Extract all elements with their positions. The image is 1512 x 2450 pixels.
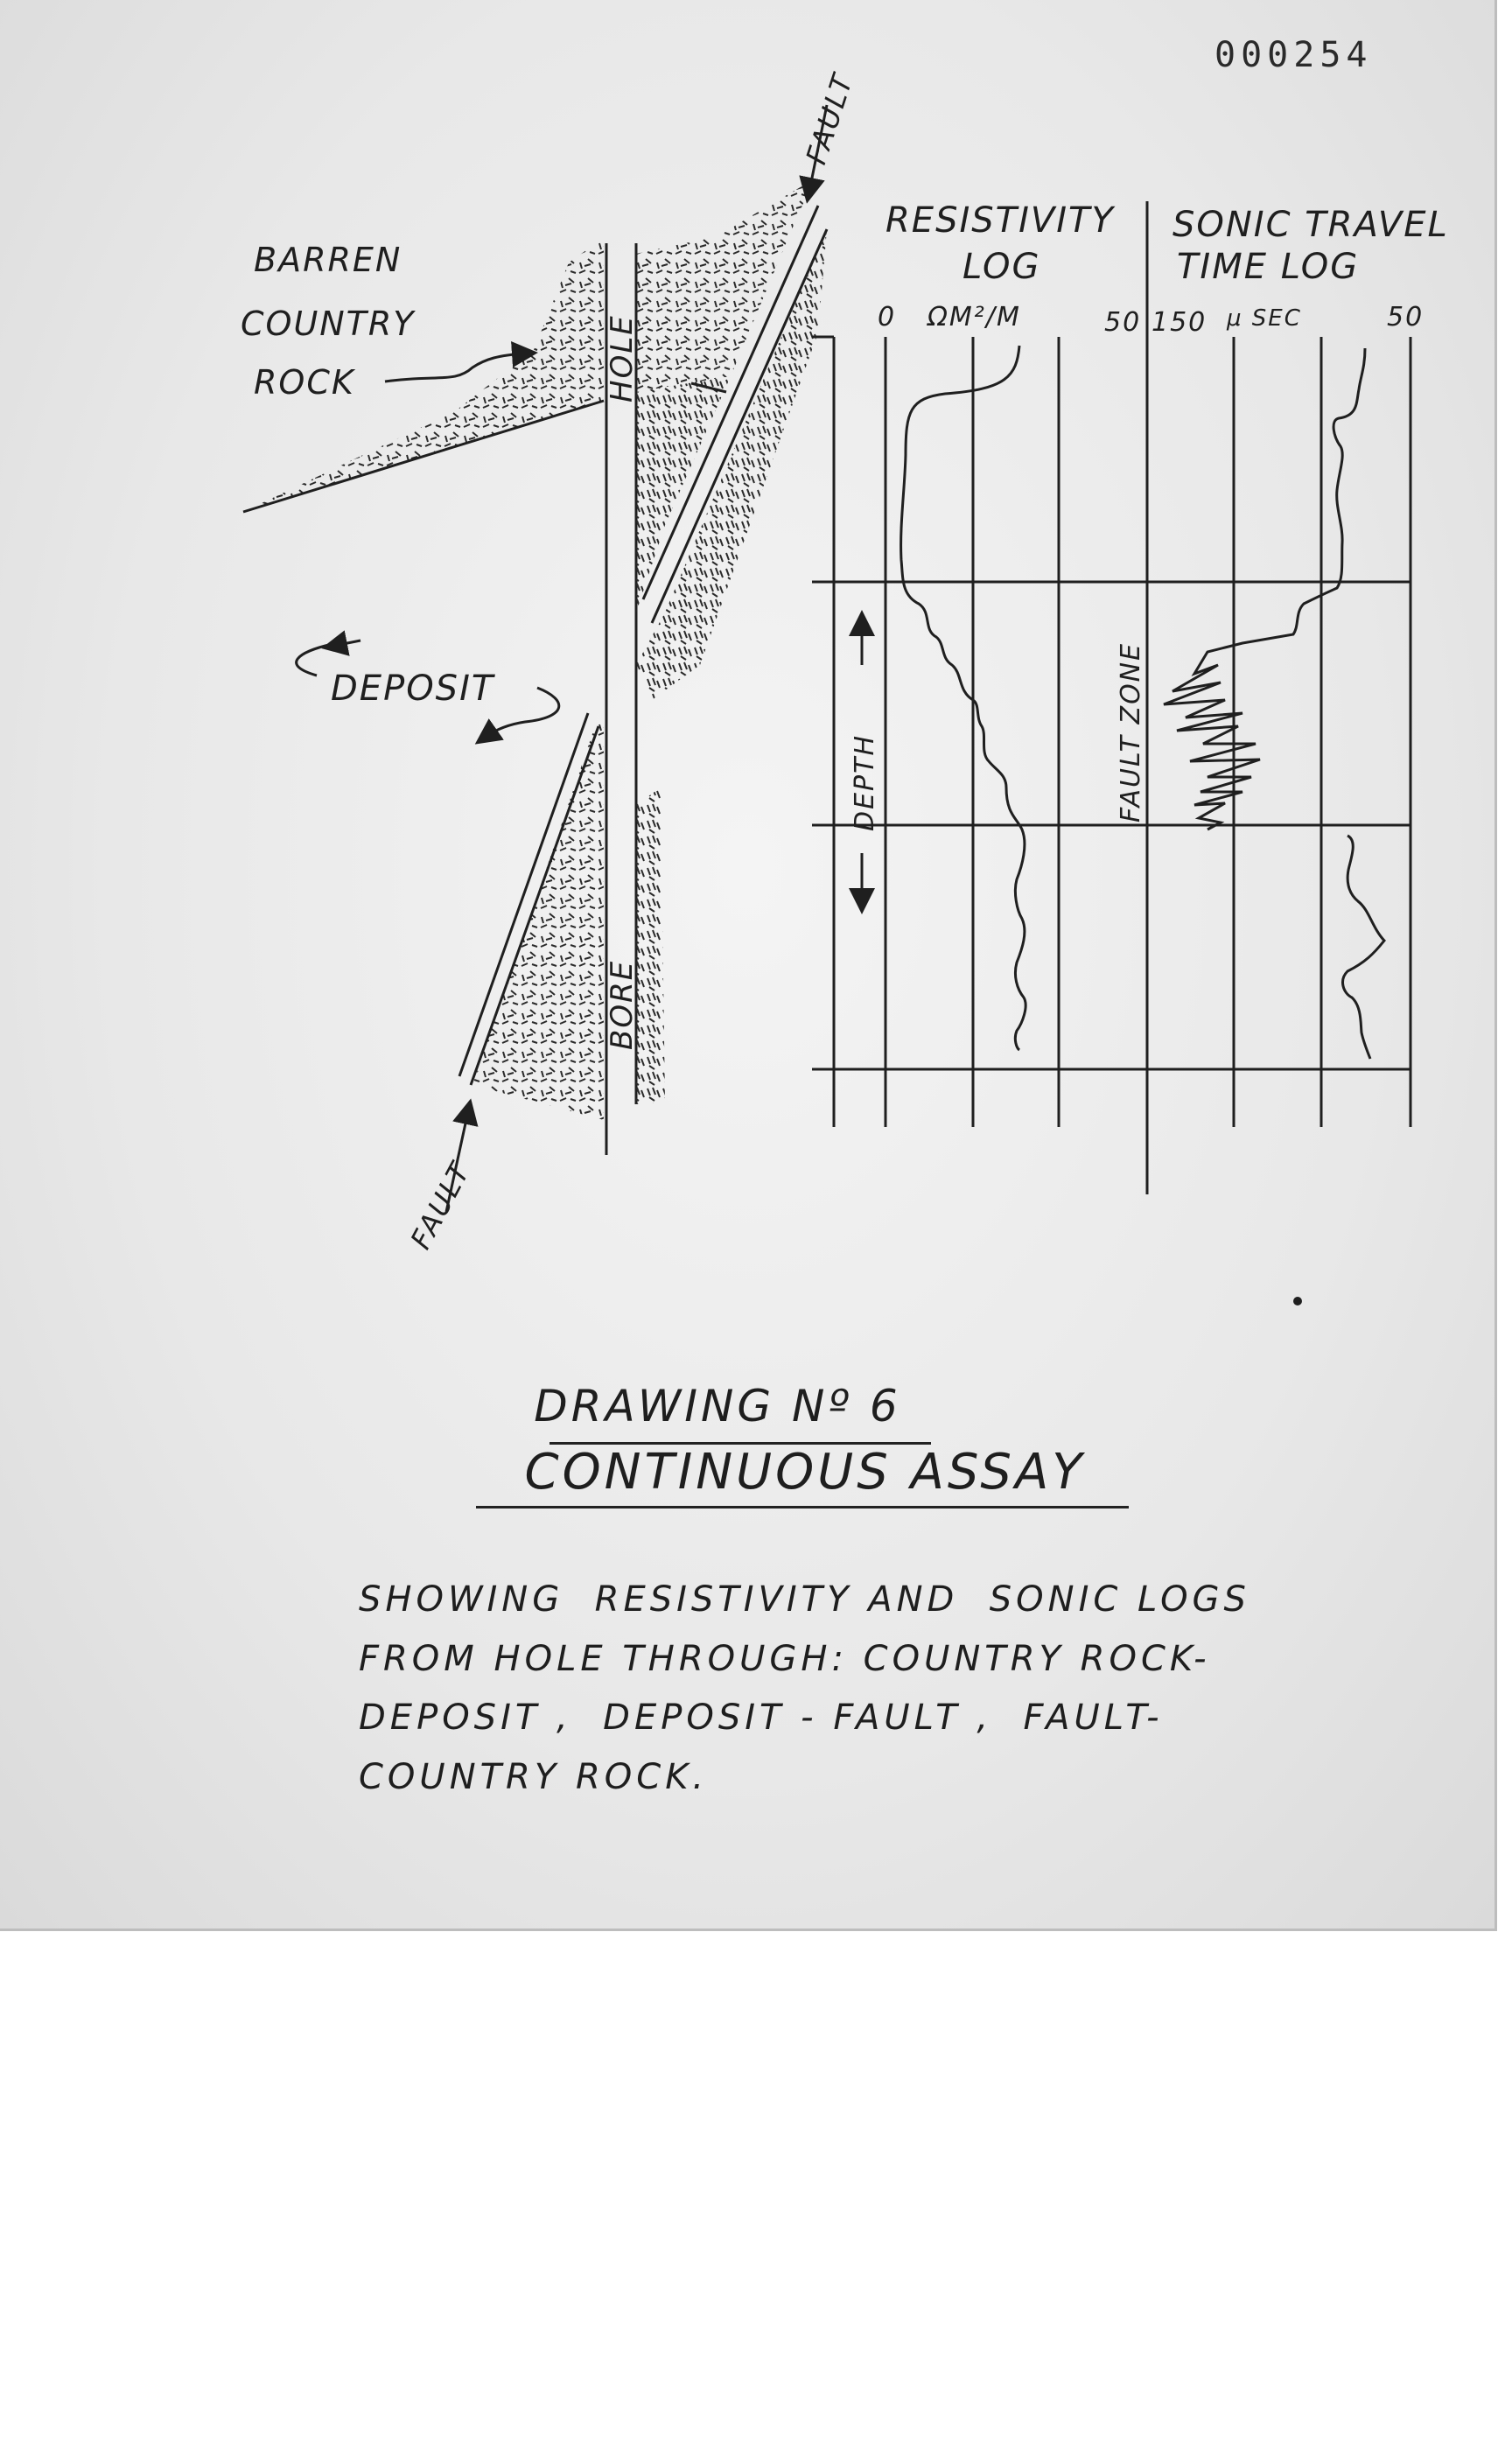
- caption-line-4: COUNTRY ROCK.: [359, 1757, 709, 1797]
- drawing-title-underline: [476, 1506, 1129, 1508]
- deposit-lower: [459, 713, 665, 1120]
- fault-zone-label: FAULT ZONE: [1116, 641, 1146, 822]
- drawing-title: CONTINUOUS ASSAY: [524, 1444, 1086, 1501]
- fault-bottom-label: FAULT: [403, 1156, 478, 1255]
- hole-label: HOLE: [605, 314, 640, 402]
- resistivity-unit-label: ΩM²/M: [928, 302, 1021, 332]
- document-number: 000254: [1214, 35, 1373, 75]
- bore-label: BORE: [605, 959, 640, 1050]
- sonic-title-2: TIME LOG: [1177, 247, 1360, 287]
- resistivity-title-2: LOG: [962, 247, 1041, 287]
- deposit-pointer-left: [297, 644, 332, 676]
- resistivity-min-label: 0: [878, 302, 897, 332]
- deposit-arrow-left: [334, 640, 360, 646]
- caption-line-2: FROM HOLE THROUGH: COUNTRY ROCK-: [359, 1639, 1211, 1679]
- country-label: COUNTRY: [241, 304, 416, 343]
- sonic-max-label: 50: [1387, 302, 1424, 332]
- sonic-title-1: SONIC TRAVEL: [1172, 205, 1449, 245]
- log-chart: [812, 200, 1449, 1194]
- resistivity-max-label: 50: [1104, 307, 1142, 338]
- barren-label: BARREN: [254, 241, 402, 279]
- resistivity-curve: [901, 346, 1026, 1050]
- speck: [1293, 1297, 1302, 1306]
- depth-indicator: [850, 623, 880, 901]
- sonic-curve: [1164, 348, 1384, 1059]
- depth-label: DEPTH: [850, 733, 880, 831]
- rock-label: ROCK: [254, 363, 355, 402]
- deposit-pointer-right: [486, 688, 559, 737]
- drawing-number: DRAWING Nº 6: [534, 1381, 901, 1432]
- fault-top-label: FAULT: [799, 68, 860, 169]
- caption-line-1: SHOWING RESISTIVITY AND SONIC LOGS: [359, 1579, 1250, 1620]
- resistivity-title-1: RESISTIVITY: [886, 200, 1115, 241]
- sonic-min-label: 150: [1152, 307, 1208, 338]
- deposit-label: DEPOSIT: [331, 668, 495, 709]
- caption-line-3: DEPOSIT , DEPOSIT - FAULT , FAULT-: [359, 1698, 1164, 1738]
- sonic-unit-label: μ SEC: [1227, 305, 1302, 332]
